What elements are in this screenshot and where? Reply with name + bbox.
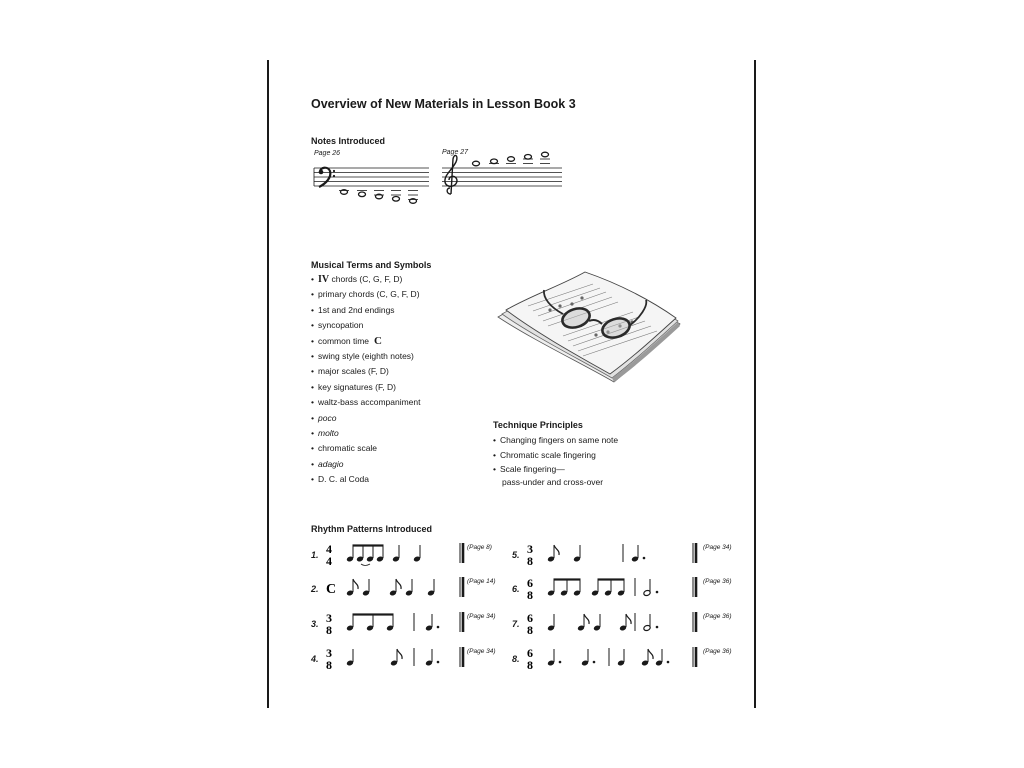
term-major-scales: • major scales (F, D) bbox=[311, 364, 421, 379]
technique-item-3-line1: Scale fingering— bbox=[499, 464, 565, 474]
musical-terms-list bbox=[311, 272, 421, 487]
term-chromatic-scale: • chromatic scale bbox=[311, 441, 421, 456]
rhythm-pattern-1 bbox=[311, 542, 501, 570]
rhythm-pattern-7 bbox=[512, 611, 752, 639]
note-bass-2 bbox=[359, 192, 366, 197]
rhythm-pattern-6 bbox=[512, 576, 752, 604]
page-border-right bbox=[754, 60, 756, 708]
term-key-signatures: • key signatures (F, D) bbox=[311, 380, 421, 395]
term-poco: • poco bbox=[311, 411, 421, 426]
rhythm-notation bbox=[326, 611, 486, 637]
note-treble-2 bbox=[491, 159, 498, 164]
term-dc-al-coda: • D. C. al Coda bbox=[311, 472, 421, 487]
note-treble-4 bbox=[525, 155, 532, 160]
page-border-left bbox=[267, 60, 269, 708]
bass-clef-staff bbox=[314, 150, 434, 210]
rhythm-page-ref: (Page 36) bbox=[703, 613, 732, 620]
term-swing-style: • swing style (eighth notes) bbox=[311, 349, 421, 364]
notes-introduced-heading: Notes Introduced bbox=[311, 136, 386, 146]
technique-list bbox=[493, 434, 618, 491]
rhythm-number: 4. bbox=[311, 654, 319, 664]
note-bass-4 bbox=[393, 197, 400, 202]
term-endings: • 1st and 2nd endings bbox=[311, 303, 421, 318]
rhythm-notation bbox=[527, 646, 717, 672]
rhythm-number: 8. bbox=[512, 654, 520, 664]
term-molto: • molto bbox=[311, 426, 421, 441]
rhythm-pattern-2 bbox=[311, 576, 501, 604]
rhythm-notation bbox=[326, 646, 486, 672]
term-syncopation: • syncopation bbox=[311, 318, 421, 333]
rhythm-pattern-5 bbox=[512, 542, 752, 570]
technique-item-3-line2: pass-under and cross-over bbox=[502, 477, 604, 487]
rhythm-number: 5. bbox=[512, 550, 520, 560]
note-treble-1 bbox=[473, 161, 480, 166]
rhythm-number: 2. bbox=[311, 584, 319, 594]
note-treble-5 bbox=[542, 152, 549, 157]
rhythm-page-ref: (Page 36) bbox=[703, 578, 732, 585]
rhythm-notation bbox=[326, 576, 486, 602]
rhythm-notation bbox=[527, 611, 717, 637]
treble-clef-icon bbox=[445, 155, 457, 194]
iv-symbol: IV bbox=[317, 274, 330, 285]
rhythm-pattern-8 bbox=[512, 646, 752, 674]
technique-item-3 bbox=[493, 463, 618, 489]
rhythm-notation bbox=[326, 542, 486, 568]
musical-terms-heading: Musical Terms and Symbols bbox=[311, 260, 432, 270]
rhythm-number: 7. bbox=[512, 619, 520, 629]
rhythm-pattern-3 bbox=[311, 611, 501, 639]
technique-item-2: • Chromatic scale fingering bbox=[493, 449, 618, 462]
term-common-time bbox=[311, 334, 421, 349]
common-time-text: common time bbox=[317, 335, 369, 346]
page-title: Overview of New Materials in Lesson Book 3 bbox=[311, 97, 576, 111]
term-iv-chords bbox=[311, 272, 421, 287]
rhythm-page-ref: (Page 34) bbox=[703, 544, 732, 551]
rhythm-page-ref: (Page 8) bbox=[467, 544, 492, 551]
technique-item-1: • Changing fingers on same note bbox=[493, 434, 618, 447]
rhythm-number: 3. bbox=[311, 619, 319, 629]
common-time-icon: C bbox=[374, 334, 382, 347]
rhythm-pattern-4 bbox=[311, 646, 501, 674]
technique-heading: Technique Principles bbox=[493, 420, 583, 430]
rhythm-page-ref: (Page 34) bbox=[467, 648, 496, 655]
rhythm-number: 1. bbox=[311, 550, 319, 560]
rhythm-heading: Rhythm Patterns Introduced bbox=[311, 524, 433, 534]
term-adagio: • adagio bbox=[311, 457, 421, 472]
rhythm-notation bbox=[527, 542, 717, 568]
note-treble-3 bbox=[508, 157, 515, 162]
rhythm-page-ref: (Page 14) bbox=[467, 578, 496, 585]
rhythm-notation bbox=[527, 576, 717, 602]
term-waltz-bass: • waltz-bass accompaniment bbox=[311, 395, 421, 410]
notes-page-ref-26: Page 26 bbox=[314, 150, 341, 157]
rhythm-page-ref: (Page 34) bbox=[467, 613, 496, 620]
notes-page-ref-27: Page 27 bbox=[442, 149, 469, 156]
term-primary-chords: • primary chords (C, G, F, D) bbox=[311, 287, 421, 302]
treble-clef-staff bbox=[442, 150, 567, 210]
rhythm-number: 6. bbox=[512, 584, 520, 594]
sheet-music-glasses-illustration bbox=[488, 262, 688, 392]
rhythm-page-ref: (Page 36) bbox=[703, 648, 732, 655]
iv-text: chords (C, G, F, D) bbox=[331, 274, 403, 284]
